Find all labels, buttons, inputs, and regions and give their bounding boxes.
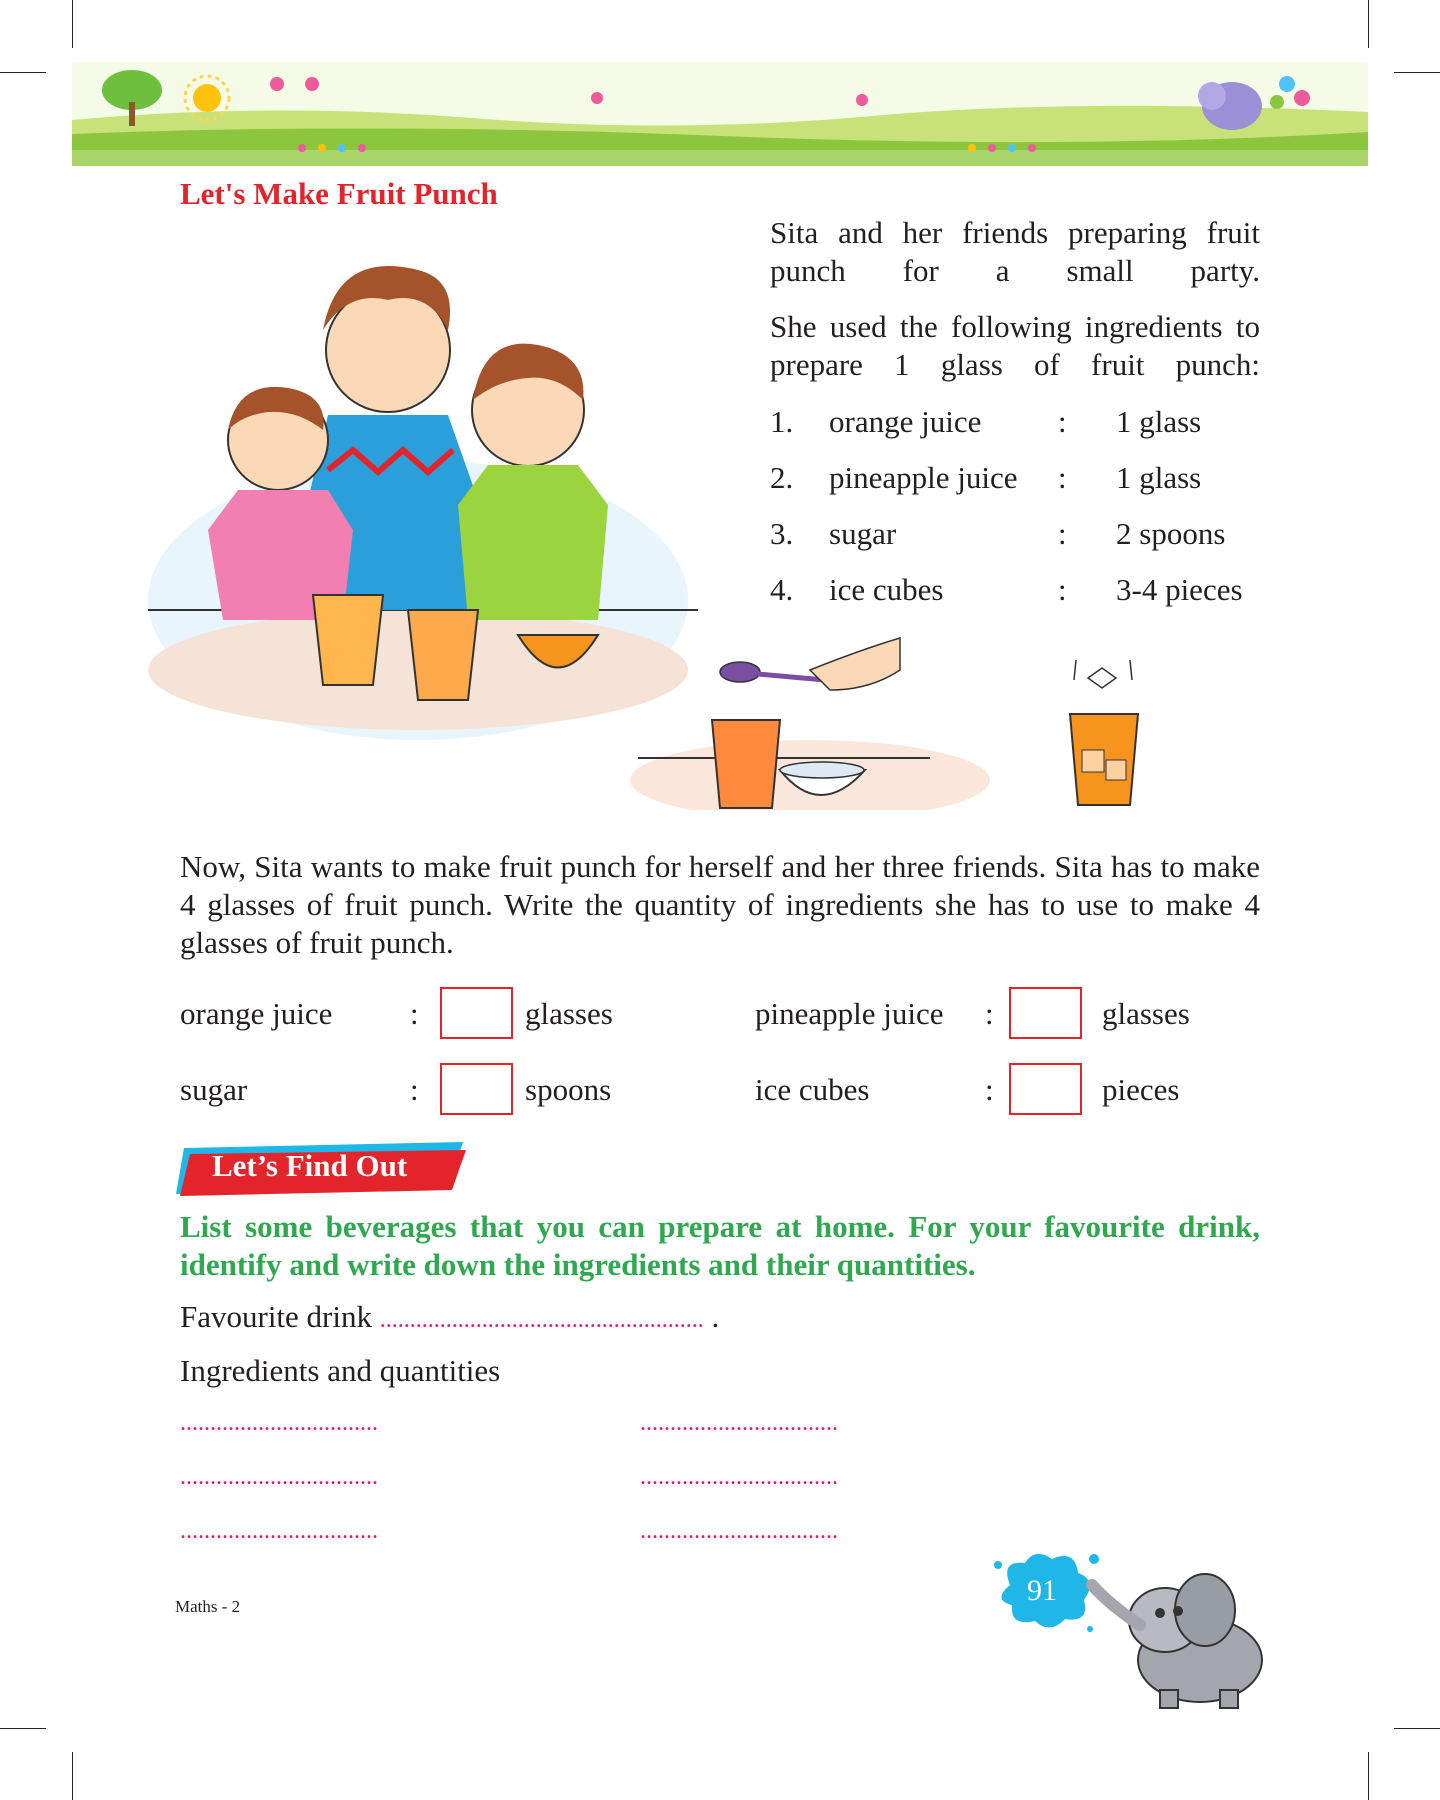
ingredient-separator: : xyxy=(1058,404,1067,439)
pineapple-juice-answer-box[interactable] xyxy=(1009,987,1082,1039)
crop-mark xyxy=(0,1728,46,1729)
answer-label-ice: ice cubes xyxy=(755,1072,870,1107)
answer-line[interactable]: ................................. xyxy=(180,1464,378,1490)
crop-mark xyxy=(72,0,73,48)
header-landscape-banner xyxy=(72,62,1368,166)
answer-line[interactable]: ................................. xyxy=(180,1518,378,1544)
ingredient-name: orange juice xyxy=(829,404,982,439)
crop-mark xyxy=(1394,72,1440,73)
crop-mark xyxy=(1394,1728,1440,1729)
spoon-hand-icon xyxy=(720,638,900,690)
answer-line[interactable]: ................................. xyxy=(180,1410,378,1436)
ingredient-number: 2. xyxy=(770,460,794,495)
elephant-mascot-icon xyxy=(1080,1565,1280,1710)
sugar-answer-box[interactable] xyxy=(440,1063,513,1115)
ingredient-number: 4. xyxy=(770,572,794,607)
ice-cubes-answer-box[interactable] xyxy=(1009,1063,1082,1115)
ingredient-name: ice cubes xyxy=(829,572,944,607)
sugar-and-ice-illustration xyxy=(630,630,1150,810)
answer-label-pineapple: pineapple juice xyxy=(755,996,944,1031)
answer-separator: : xyxy=(985,1072,994,1107)
crop-mark xyxy=(1368,1752,1369,1800)
girl-right-figure xyxy=(458,344,608,620)
favourite-drink-label: Favourite drink xyxy=(180,1299,372,1334)
ice-glass-icon xyxy=(1070,714,1138,805)
ingredient-separator: : xyxy=(1058,516,1067,551)
ice-cube-icon xyxy=(1074,660,1132,688)
crop-mark xyxy=(0,72,46,73)
answer-separator: : xyxy=(410,996,419,1031)
ingredient-number: 3. xyxy=(770,516,794,551)
favourite-drink-line[interactable]: ...................................................... xyxy=(379,1307,704,1333)
ingredient-quantity: 1 glass xyxy=(1116,460,1202,495)
sugar-glass-icon xyxy=(712,720,780,808)
ingredient-name: pineapple juice xyxy=(829,460,1018,495)
favourite-drink-period: . xyxy=(711,1299,720,1334)
ingredients-quantities-label: Ingredients and quantities xyxy=(180,1353,501,1388)
answer-unit: glasses xyxy=(1102,996,1190,1031)
ingredient-separator: : xyxy=(1058,460,1067,495)
ingredient-quantity: 2 spoons xyxy=(1116,516,1226,551)
ingredient-quantity: 1 glass xyxy=(1116,404,1202,439)
answer-unit: glasses xyxy=(525,996,613,1031)
section-title: Let's Make Fruit Punch xyxy=(180,176,498,211)
answer-label-sugar: sugar xyxy=(180,1072,248,1107)
answer-separator: : xyxy=(410,1072,419,1107)
find-out-prompt: List some beverages that you can prepare at home. For your favourite drink, identify and write down the ingredients and their quantities. xyxy=(180,1209,1260,1282)
ingredient-separator: : xyxy=(1058,572,1067,607)
ingredient-number: 1. xyxy=(770,404,794,439)
task-paragraph: Now, Sita wants to make fruit punch for herself and her three friends. Sita has to make 4 glasses of fruit punch. Write the quantity of ingredients she has to use to make 4 glasses of fruit punch. xyxy=(180,849,1260,960)
page-number: 91 xyxy=(1027,1574,1057,1607)
answer-separator: : xyxy=(985,996,994,1031)
favourite-drink-row xyxy=(180,1298,719,1339)
answer-unit: spoons xyxy=(525,1072,612,1107)
ingredient-quantity: 3-4 pieces xyxy=(1116,572,1243,607)
answer-line[interactable]: ................................. xyxy=(640,1464,838,1490)
find-out-banner-label: Let’s Find Out xyxy=(212,1148,408,1183)
intro-paragraph-2: She used the following ingredients to prepare 1 glass of fruit punch: xyxy=(770,309,1260,382)
crop-mark xyxy=(1368,0,1369,48)
ingredient-name: sugar xyxy=(829,516,897,551)
intro-paragraph-1: Sita and her friends preparing fruit punch for a small party. xyxy=(770,215,1260,288)
crop-mark xyxy=(72,1752,73,1800)
answer-line[interactable]: ................................. xyxy=(640,1410,838,1436)
answer-label-orange: orange juice xyxy=(180,996,333,1031)
book-name: Maths - 2 xyxy=(175,1597,241,1616)
answer-unit: pieces xyxy=(1102,1072,1180,1107)
children-making-punch-illustration xyxy=(128,240,708,740)
answer-line[interactable]: ................................. xyxy=(640,1518,838,1544)
orange-juice-answer-box[interactable] xyxy=(440,987,513,1039)
